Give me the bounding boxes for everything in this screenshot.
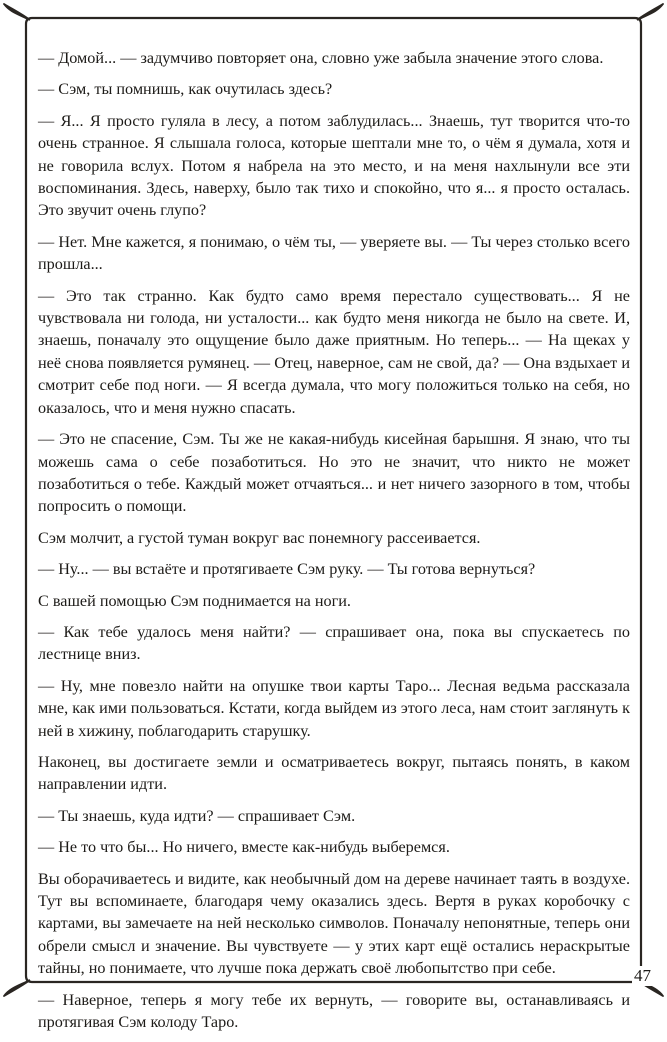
paragraph: — Не то что бы... Но ничего, вместе как-нибудь выберемся.	[38, 838, 450, 857]
paragraph: — Это так странно. Как будто само время перестало существовать... Я не чувствовала ни голода, ни усталости... как будто меня никогда не было на свете. И, знаешь, поначалу это ощущение было даже приятным. Но теперь... — На щеках у неё снова появляется румянец. — Отец, наверное, сам не свой, да? — Она вздыхает и смотрит себе под ноги. — Я всегда думала, что могу положиться только на себя, но оказалось, что и меня нужно спасать.	[38, 286, 630, 417]
paragraph: С вашей помощью Сэм поднимается на ноги.	[38, 591, 351, 610]
body-text	[38, 47, 630, 1042]
paragraph: — Нет. Мне кажется, я понимаю, о чём ты, — уверяете вы. — Ты через столько всего прошла...	[38, 232, 630, 274]
paragraph: — Наверное, теперь я могу тебе их вернуть, — говорите вы, останавливаясь и протягивая Сэм колоду Таро.	[38, 990, 630, 1032]
corner-ornament-top-left	[4, 4, 30, 20]
corner-ornament-top-right	[637, 4, 663, 20]
paragraph: — Ну, мне повезло найти на опушке твои карты Таро... Лесная ведьма рассказала мне, как ими пользоваться. Кстати, когда выйдем из этого леса, нам стоит заглянуть к ней в хижину, поблагодарить старушку.	[38, 676, 630, 740]
paragraph: Вы оборачиваетесь и видите, как необычный дом на дереве начинает таять в воздухе. Тут вы вспоминаете, благодаря чему оказались здесь. Вертя в руках коробочку с картами, вы замечаете на ней несколько символов. Поначалу непонятные, теперь они обрели смысл и значение. Вы чувствуете — у этих карт ещё остались нераскрытые тайны, но понимаете, что лучше пока держать своё любопытство при себе.	[38, 869, 630, 978]
paragraph: — Сэм, ты помнишь, как очутилась здесь?	[38, 80, 333, 99]
paragraph: Сэм молчит, а густой туман вокруг вас понемногу рассеивается.	[38, 528, 481, 547]
corner-ornament-bottom-left	[4, 980, 30, 996]
paragraph: Наконец, вы достигаете земли и осматриваетесь вокруг, пытаясь понять, в каком направлении идти.	[38, 752, 630, 794]
paragraph: — Ну... — вы встаёте и протягиваете Сэм руку. — Ты готова вернуться?	[38, 560, 536, 579]
paragraph: — Как тебе удалось меня найти? — спрашивает она, пока вы спускаетесь по лестнице вниз.	[38, 622, 630, 664]
paragraph: — Ты знаешь, куда идти? — спрашивает Сэм.	[38, 806, 356, 825]
paragraph: — Это не спасение, Сэм. Ты же не какая-нибудь кисейная барышня. Я знаю, что ты можешь сама о себе позаботиться. Но это не значит, что никто не может позаботиться о тебе. Каждый может отчаяться... и нет ничего зазорного в том, чтобы попросить о помощи.	[38, 430, 630, 516]
paragraph: — Я... Я просто гуляла в лесу, а потом заблудилась... Знаешь, тут творится что-то очень странное. Я слышала голоса, которые шептали мне то, о чём я думала, хотя и не говорила вслух. Потом я набрела на это место, и на меня нахлынули все эти воспоминания. Здесь, наверху, было так тихо и спокойно, что я... я просто осталась. Это звучит очень глупо?	[38, 111, 630, 220]
page-number: 47	[632, 966, 666, 986]
paragraph: — Домой... — задумчиво повторяет она, словно уже забыла значение этого слова.	[38, 49, 604, 67]
